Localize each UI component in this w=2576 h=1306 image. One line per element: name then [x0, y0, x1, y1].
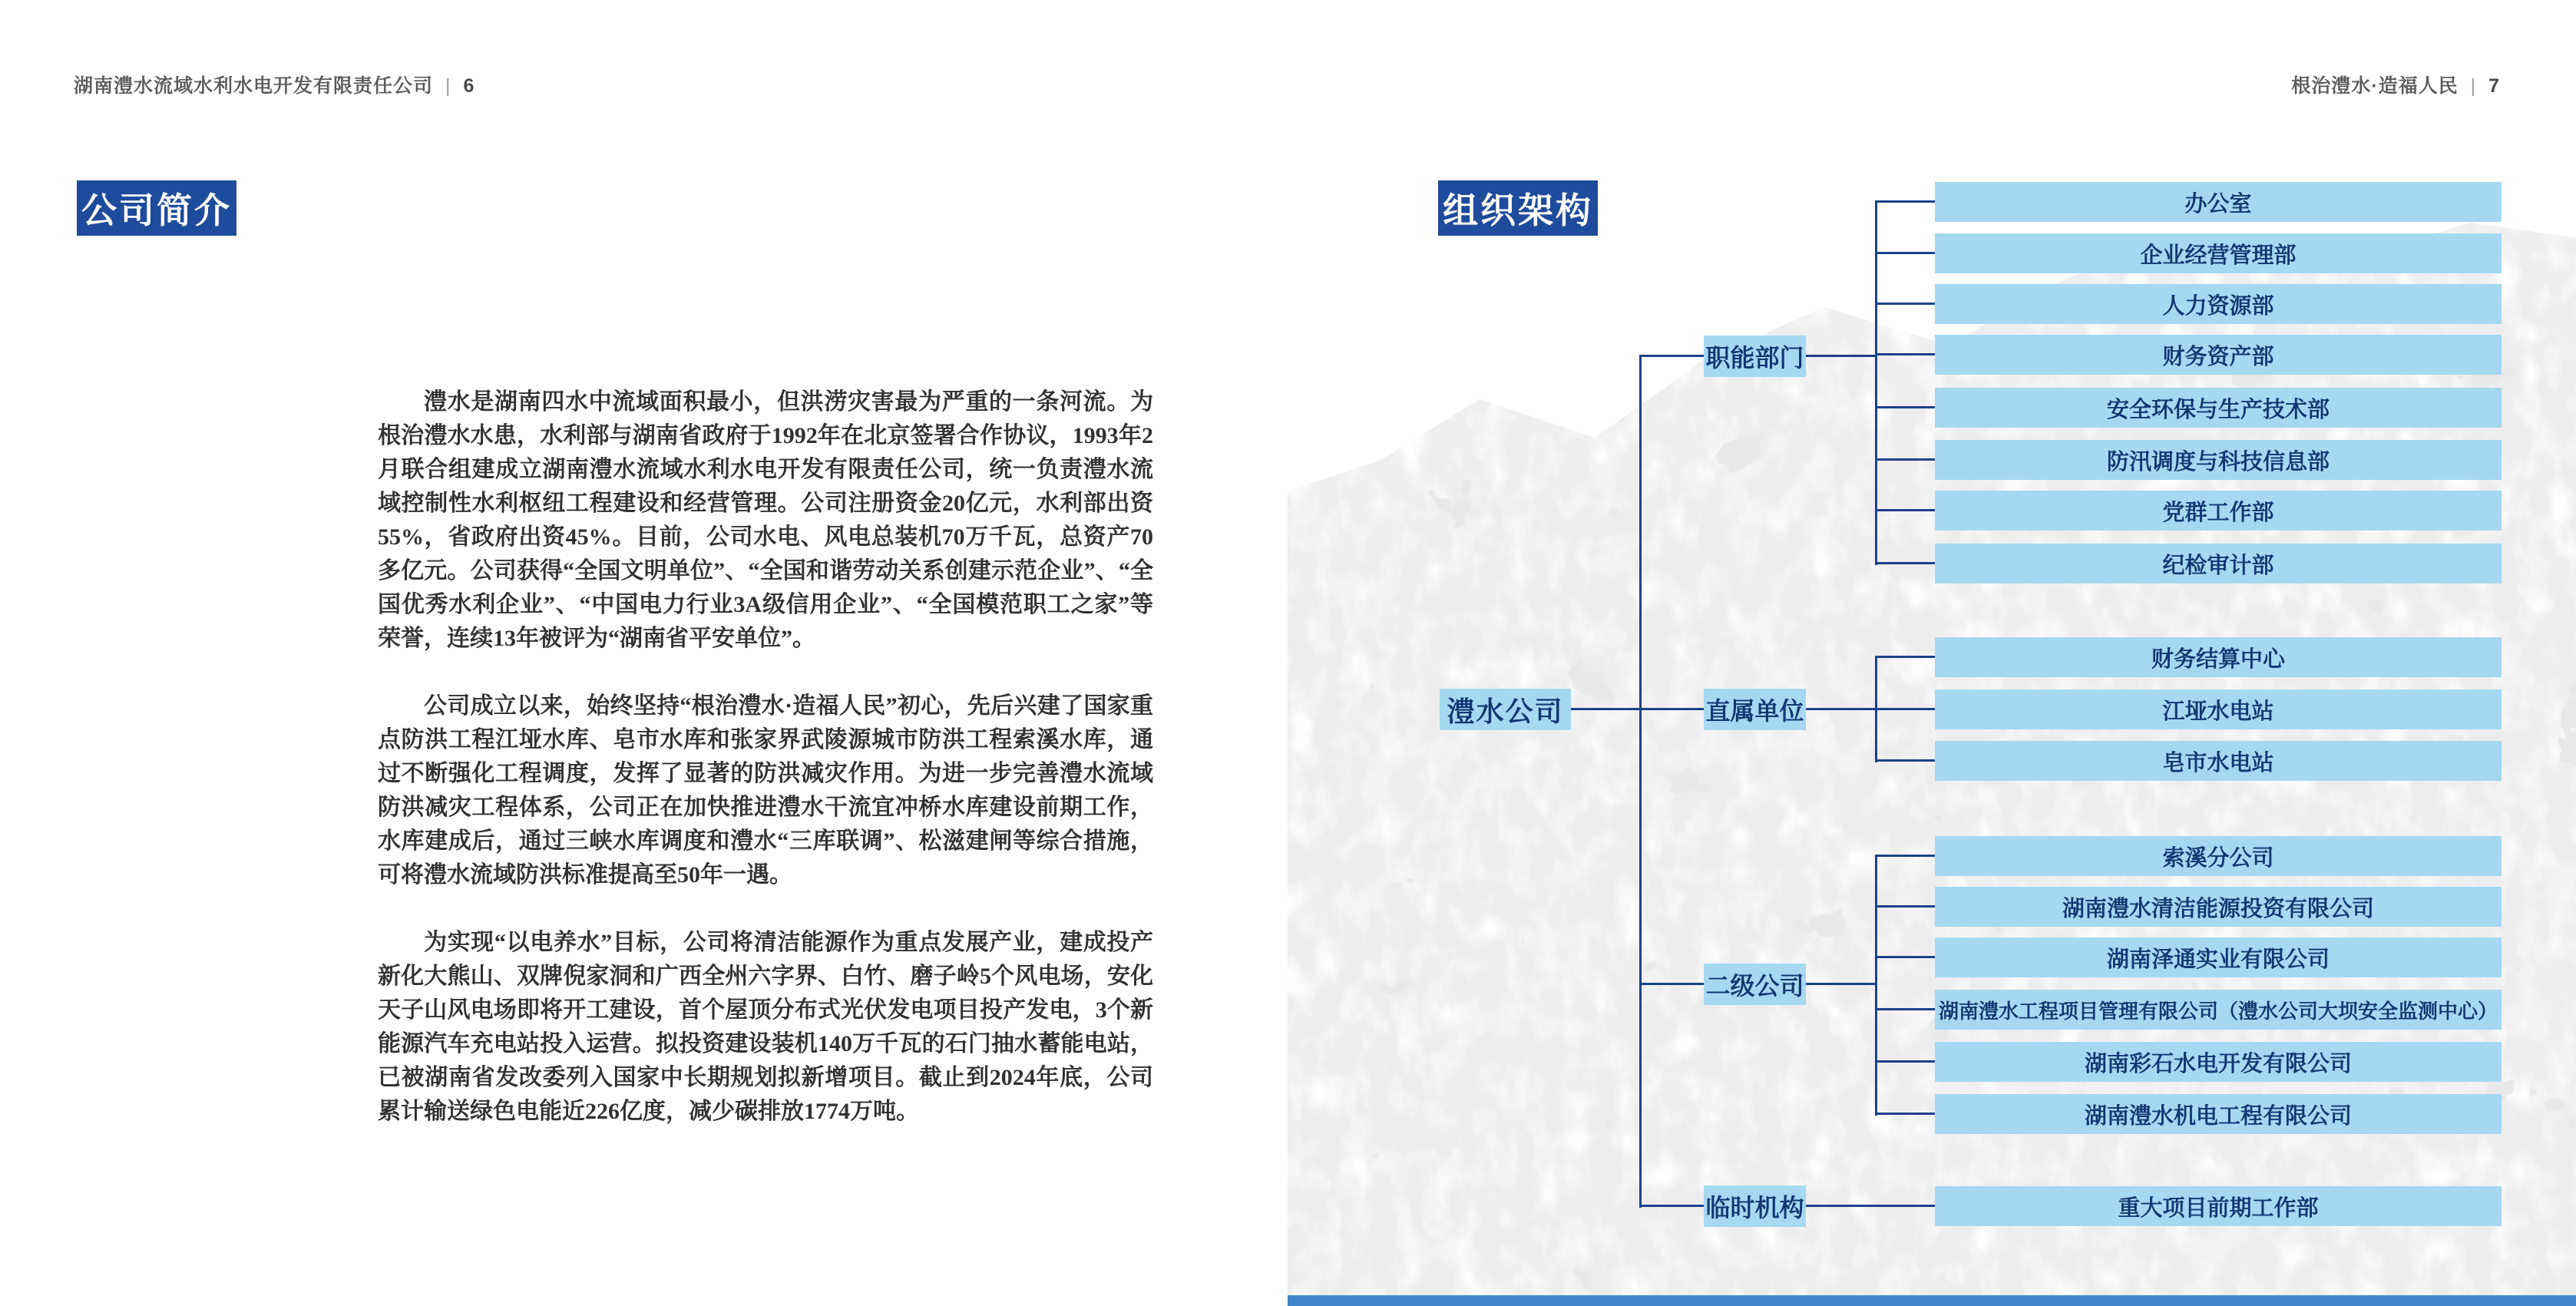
org-box-jiangya-station: 江垭水电站	[1935, 689, 2502, 729]
connector-stub	[1875, 562, 1935, 564]
org-box-human-resources: 人力资源部	[1935, 284, 2502, 324]
connector-line	[1806, 708, 1875, 710]
connector-stub	[1875, 905, 1935, 908]
org-box-safety-production: 安全环保与生产技术部	[1935, 388, 2502, 428]
section-title-company-profile: 公司简介	[77, 180, 236, 236]
connector-stub	[1875, 759, 1935, 762]
org-box-mechanical-electrical: 湖南澧水机电工程有限公司	[1935, 1094, 2502, 1134]
org-box-major-projects-dept: 重大项目前期工作部	[1935, 1186, 2502, 1226]
connector-stub	[1875, 708, 1935, 710]
company-profile-text	[378, 385, 1153, 1162]
org-box-project-management: 湖南澧水工程项目管理有限公司（澧水公司大坝安全监测中心）	[1935, 990, 2502, 1030]
connector-stub	[1875, 252, 1935, 254]
connector-line	[1639, 983, 1704, 985]
org-box-caishi-hydropower: 湖南彩石水电开发有限公司	[1935, 1042, 2502, 1082]
connector-stub	[1875, 656, 1935, 658]
connector-stub	[1875, 1008, 1935, 1010]
connector-stub	[1875, 855, 1935, 857]
org-box-finance-assets: 财务资产部	[1935, 335, 2502, 375]
connector-line	[1639, 355, 1704, 357]
org-box-clean-energy-investment: 湖南澧水清洁能源投资有限公司	[1935, 887, 2502, 927]
connector-line	[1639, 1205, 1704, 1207]
slogan: 根治澧水·造福人民	[2291, 75, 2459, 97]
org-box-party-work: 党群工作部	[1935, 491, 2502, 531]
connector-stub	[1875, 956, 1935, 958]
connector-stub	[1875, 1205, 1935, 1207]
org-root-lishui-company: 澧水公司	[1440, 689, 1571, 730]
connector-line	[1571, 708, 1704, 710]
org-box-business-management: 企业经营管理部	[1935, 233, 2502, 273]
org-branch-temporary-org: 临时机构	[1704, 1185, 1806, 1227]
page-number-left: 6	[463, 75, 475, 97]
section-title-org-structure: 组织架构	[1438, 180, 1598, 236]
paragraph-1: 澧水是湖南四水中流域面积最小，但洪涝灾害最为严重的一条河流。为根治澧水水患，水利部与湖南省政府于1992年在北京签署合作协议，1993年2月联合组建成立湖南澧水流域水利水电开发有限责任公司，统一负责澧水流域控制性水利枢纽工程建设和经营管理。公司注册资金20亿元，水利部出资55%，省政府出资45%。目前，公司水电、风电总装机70万千瓦，总资产70多亿元。公司获得“全国文明单位”、“全国和谐劳动关系创建示范企业”、“全国优秀水利企业”、“中国电力行业3A级信用企业”、“全国模范职工之家”等荣誉，连续13年被评为“湖南省平安单位”。	[378, 389, 1153, 651]
org-branch-functional-departments: 职能部门	[1704, 336, 1806, 377]
connector-stub	[1875, 509, 1935, 511]
paragraph-2: 公司成立以来，始终坚持“根治澧水·造福人民”初心，先后兴建了国家重点防洪工程江垭水库、皂市水库和张家界武陵源城市防洪工程索溪水库，通过不断强化工程调度，发挥了显著的防洪减灾作用。为进一步完善澧水流域防洪减灾工程体系，公司正在加快推进澧水干流宜冲桥水库建设前期工作，水库建成后，通过三峡水库调度和澧水“三库联调”、松滋建闸等综合措施，可将澧水流域防洪标准提高至50年一遇。	[378, 693, 1153, 888]
org-box-suoxi-branch: 索溪分公司	[1935, 836, 2502, 876]
connector-stub	[1875, 353, 1935, 355]
left-page-header	[74, 71, 475, 98]
connector-line	[1806, 355, 1875, 357]
connector-stub	[1875, 458, 1935, 461]
header-separator: |	[445, 75, 451, 97]
org-box-flood-control-it: 防汛调度与科技信息部	[1935, 440, 2502, 480]
org-branch-direct-units: 直属单位	[1704, 689, 1806, 730]
org-box-settlement-center: 财务结算中心	[1935, 637, 2502, 677]
company-name: 湖南澧水流域水利水电开发有限责任公司	[74, 75, 434, 97]
connector-stub	[1875, 1113, 1935, 1115]
org-box-zaoshi-station: 皂市水电站	[1935, 741, 2502, 781]
connector-bus-subsidiary	[1875, 855, 1877, 1116]
org-box-discipline-audit: 纪检审计部	[1935, 544, 2502, 584]
connector-stub	[1875, 1060, 1935, 1063]
connector-line	[1806, 983, 1875, 985]
org-branch-subsidiaries: 二级公司	[1704, 964, 1806, 1005]
bottom-accent-strip	[1288, 1295, 2576, 1306]
connector-stub	[1875, 303, 1935, 305]
connector-stub	[1875, 200, 1935, 203]
org-box-zetong-industrial: 湖南泽通实业有限公司	[1935, 937, 2502, 977]
connector-trunk	[1639, 355, 1642, 1208]
header-separator: |	[2470, 75, 2477, 97]
paragraph-3: 为实现“以电养水”目标，公司将清洁能源作为重点发展产业，建成投产新化大熊山、双牌倪家洞和广西全州六字界、白竹、磨子岭5个风电场，安化天子山风电场即将开工建设，首个屋顶分布式光伏发电项目投产发电，3个新能源汽车充电站投入运营。拟投资建设装机140万千瓦的石门抽水蓄能电站，已被湖南省发改委列入国家中长期规划拟新增项目。截止到2024年底，公司累计输送绿色电能近226亿度，减少碳排放1774万吨。	[378, 930, 1153, 1124]
connector-line	[1806, 1205, 1875, 1207]
org-box-office: 办公室	[1935, 182, 2502, 222]
connector-stub	[1875, 406, 1935, 408]
page-number-right: 7	[2488, 75, 2500, 97]
